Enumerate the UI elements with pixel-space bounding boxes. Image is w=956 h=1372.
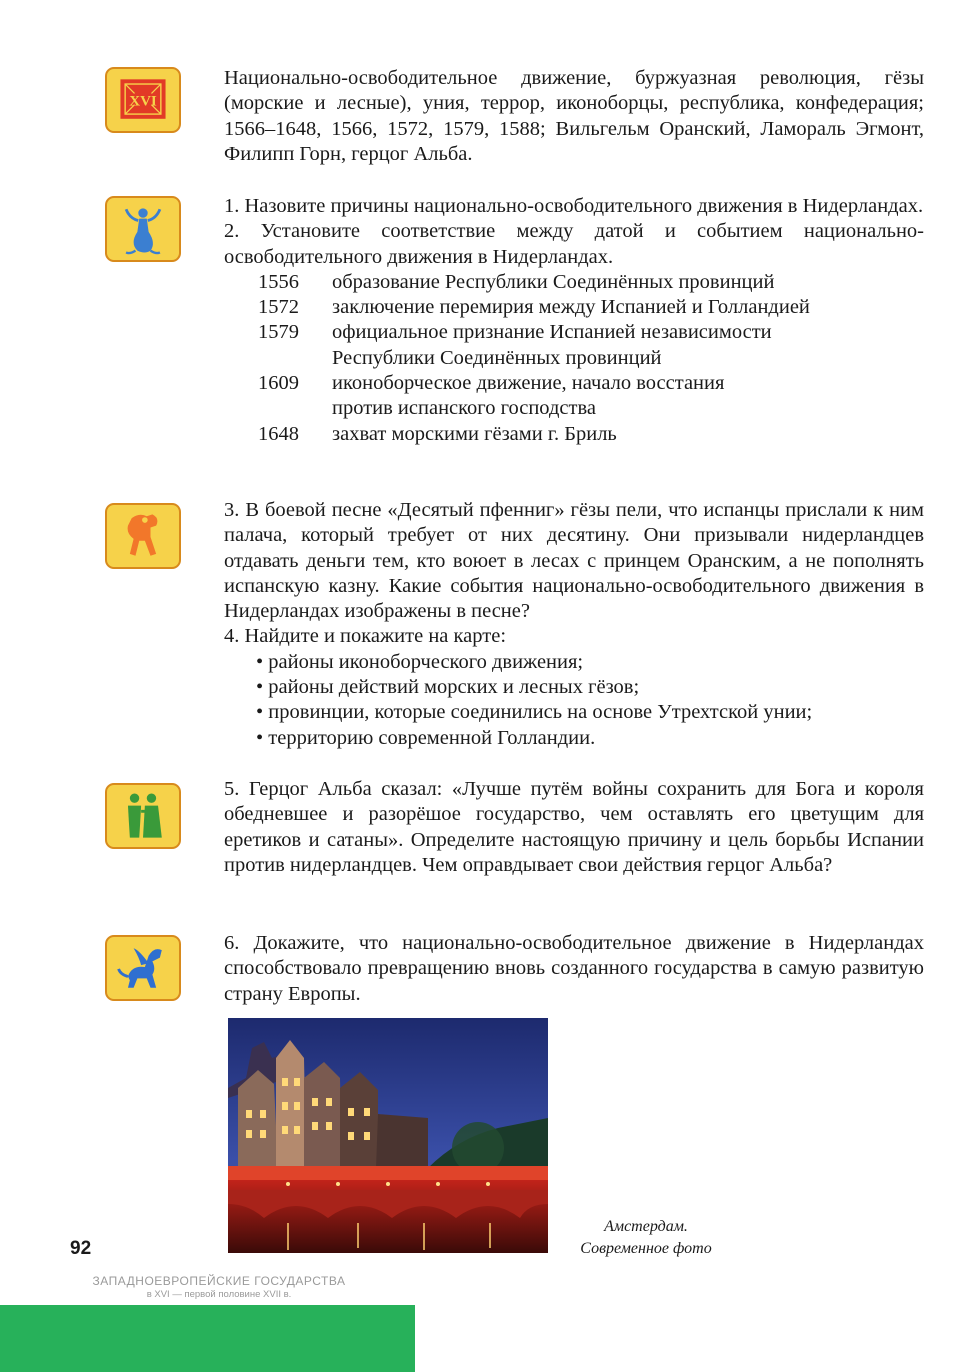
footer-green-bar bbox=[0, 1305, 415, 1372]
svg-text:XVI: XVI bbox=[129, 93, 157, 110]
question-6-section bbox=[224, 931, 924, 1007]
page-number: 92 bbox=[70, 1238, 92, 1259]
date-event: захват морскими гёзами г. Бриль bbox=[332, 422, 617, 445]
date-row bbox=[224, 371, 924, 422]
date-row bbox=[224, 422, 924, 447]
date-year: 1572 bbox=[258, 296, 299, 319]
date-event: заключение перемирия между Испанией и Голландией bbox=[332, 296, 810, 319]
list-item: • районы иконоборческого движения; bbox=[256, 650, 584, 673]
photo-caption bbox=[556, 1216, 736, 1260]
mermaid-icon bbox=[105, 196, 181, 262]
running-footer bbox=[24, 1274, 414, 1300]
date-year: 1609 bbox=[258, 372, 299, 395]
caption-line: Амстердам. bbox=[604, 1218, 688, 1235]
pegasus-icon bbox=[105, 935, 181, 1001]
date-year: 1579 bbox=[258, 321, 299, 344]
map-tasks-list bbox=[224, 650, 924, 751]
list-item: • территорию современной Голландии. bbox=[256, 726, 596, 749]
questions-1-2 bbox=[224, 194, 924, 447]
date-row bbox=[224, 270, 924, 295]
question-5-section bbox=[224, 777, 924, 878]
horse-rider-icon bbox=[105, 503, 181, 569]
date-year: 1648 bbox=[258, 422, 299, 445]
caption-line: Современное фото bbox=[580, 1240, 712, 1257]
list-item: • провинции, которые соединились на основе Утрехтской унии; bbox=[256, 701, 813, 724]
couple-icon bbox=[105, 783, 181, 849]
date-row bbox=[224, 295, 924, 320]
question-2: 2. Установите соответствие между датой и событием национально-освободительного движения в Нидерландах. bbox=[224, 220, 924, 268]
question-1: 1. Назовите причины национально-освободительного движения в Нидерландах. bbox=[224, 195, 924, 217]
amsterdam-photo bbox=[228, 1018, 548, 1253]
questions-3-4 bbox=[224, 498, 924, 751]
date-event: образование Республики Соединённых провинций bbox=[332, 270, 775, 293]
date-event-list bbox=[224, 270, 924, 447]
date-row bbox=[224, 320, 924, 371]
footer-subtitle: в XVI — первой половине XVII в. bbox=[146, 1289, 292, 1300]
question-3: 3. В боевой песне «Десятый пфенниг» гёзы пели, что испанцы прислали к ним палача, который требует от них десятину. Они призывали нидерландцев отдавать деньги тем, кто воюет в лесах с принцем Оранским, а не пополнять испанскую казну. Какие события национально-освободительного движения в Нидерландах изображены в песне? bbox=[224, 499, 924, 623]
question-6: 6. Докажите, что национально-освободительное движение в Нидерландах способствовало превращению вновь созданного государства в самую развитую страну Европы. bbox=[224, 932, 924, 1005]
key-terms-text: Национально-освободительное движение, буржуазная революция, гёзы (морские и лесные), уния, террор, иконоборцы, республика, конфедерация; 1566–1648, 1566, 1572, 1579, 1588; Вильгельм Оранский, Ламораль Эгмонт, Филипп Горн, герцог Альба. bbox=[224, 67, 924, 165]
question-4: 4. Найдите и покажите на карте: bbox=[224, 625, 507, 648]
question-5: 5. Герцог Альба сказал: «Лучше путём войны сохранить для Бога и короля обедневшее и разорёшое государство, чем оставлять его цветущим для еретиков и сатаны». Определите настоящую причину и цель борьбы Испании против нидерландцев. Чем оправдывает свои действия герцог Альба? bbox=[224, 778, 924, 876]
date-event: иконоборческое движение, начало восстания против испанского господства bbox=[332, 372, 725, 420]
date-event: официальное признание Испанией независимости Республики Соединённых провинций bbox=[332, 321, 772, 369]
key-terms-section bbox=[224, 66, 924, 167]
roman-numeral-xvi-icon bbox=[105, 67, 181, 133]
footer-title: ЗАПАДНОЕВРОПЕЙСКИЕ ГОСУДАРСТВА bbox=[92, 1274, 346, 1288]
date-year: 1556 bbox=[258, 270, 299, 293]
list-item: • районы действий морских и лесных гёзов; bbox=[256, 676, 640, 699]
